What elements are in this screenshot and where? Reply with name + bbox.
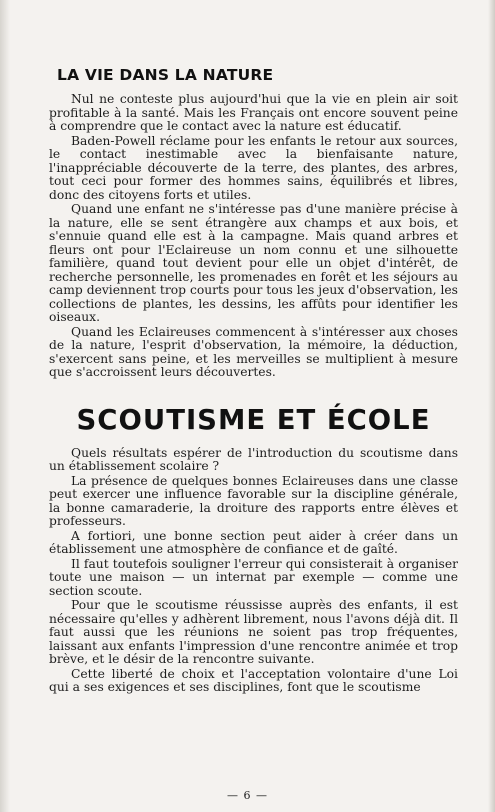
- paragraph: Quand les Eclaireuses commencent à s'intéresser aux choses de la nature, l'esprit d'observation, la mémoire, la déduction, s'exercent sans peine, et les merveilles se multiplient à mesure que s'accroissent leurs découvertes.: [49, 324, 458, 379]
- paragraph: Il faut toutefois souligner l'erreur qui consisterait à organiser toute une maison — un internat par exemple — comme une section scoute.: [49, 556, 458, 598]
- paragraph: Pour que le scoutisme réussisse auprès des enfants, il est nécessaire qu'elles y adhèrent librement, nous l'avons déjà dit. Il faut aussi que les réunions ne soient pas trop fréquentes, laissant aux enfants l'impression d'une rencontre animée et trop brève, et le désir de la rencontre suivante.: [49, 598, 458, 666]
- paragraph: Baden-Powell réclame pour les enfants le retour aux sources, le contact inestimable avec la bienfaisante nature, l'inappréciable découverte de la terre, des plantes, des arbres, tout ceci pour former des hommes sains, équilibrés et libres, donc des citoyens forts et utiles.: [49, 133, 458, 202]
- page-number: — 6 —: [227, 789, 268, 802]
- page-edge-shadow-right: [488, 0, 495, 812]
- paragraph: Quand une enfant ne s'intéresse pas d'une manière précise à la nature, elle se sent étrangère aux champs et aux bois, et s'ennuie quand elle est à la campagne. Mais quand arbres et fleurs ont pour l'Eclaireuse un nom connu et une silhouette familière, quand tout devient pour elle un objet d'intérêt, de recherche personnelle, les promenades en forêt et les séjours au camp deviennent trop courts pour tous les jeux d'observation, les collections de plantes, les dessins, les affûts pour identifier les oiseaux.: [49, 202, 458, 324]
- section-heading-scoutisme-ecole: SCOUTISME ET ÉCOLE: [76, 403, 431, 436]
- paragraph: Quels résultats espérer de l'introduction du scoutisme dans un établissement scolaire ?: [49, 445, 458, 473]
- paragraph: La présence de quelques bonnes Eclaireuses dans une classe peut exercer une influence favorable sur la discipline générale, la bonne camaraderie, la droiture des rapports entre élèves et professeurs.: [49, 473, 458, 528]
- page-edge-shadow-left: [0, 0, 10, 812]
- paragraph: Cette liberté de choix et l'acceptation volontaire d'une Loi qui a ses exigences et ses disciplines, font que le scoutisme: [49, 666, 458, 694]
- paragraph: Nul ne conteste plus aujourd'hui que la vie en plein air soit profitable à la santé. Mais les Français ont encore souvent peine à comprendre que le contact avec la nature est éducatif.: [49, 92, 458, 133]
- page-content: [49, 66, 458, 696]
- section-heading-nature: LA VIE DANS LA NATURE: [57, 66, 274, 84]
- paragraph: A fortiori, une bonne section peut aider à créer dans un établissement une atmosphère de confiance et de gaîté.: [49, 528, 458, 556]
